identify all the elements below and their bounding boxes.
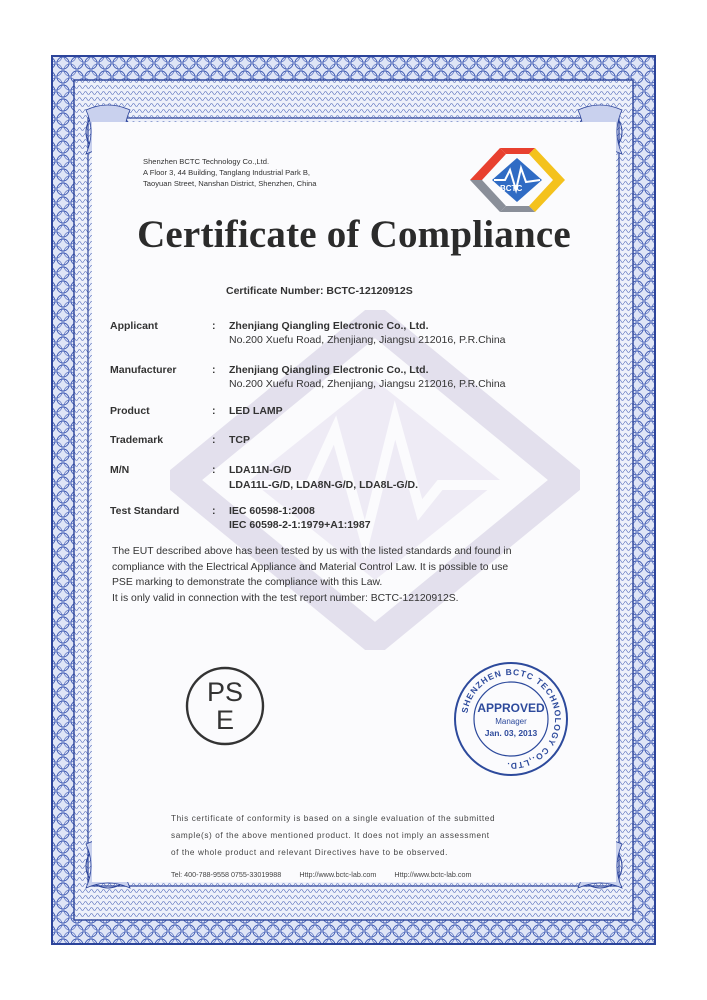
trademark-colon: :	[212, 434, 216, 446]
manufacturer-label: Manufacturer	[110, 364, 177, 376]
footer-disclaimer	[171, 810, 495, 861]
approval-stamp	[452, 660, 570, 778]
test-standard-line1: IEC 60598-1:2008	[229, 505, 315, 517]
model-line1: LDA11N-G/D	[229, 464, 292, 476]
statement-line1: The EUT described above has been tested by us with the listed standards and found in	[112, 546, 512, 557]
certificate-number: Certificate Number: BCTC-12120912S	[226, 285, 413, 297]
issuer-block	[143, 156, 317, 189]
footer-line3: of the whole product and relevant Directives have to be observed.	[171, 848, 449, 857]
statement-line4: It is only valid in connection with the test report number: BCTC-12120912S.	[112, 592, 459, 604]
footer-web1[interactable]: Http://www.bctc-lab.com	[299, 870, 377, 879]
footer-line1: This certificate of conformity is based on a single evaluation of the submitted	[171, 814, 496, 823]
test-standard-label: Test Standard	[110, 505, 180, 517]
issuer-name: Shenzhen BCTC Technology Co.,Ltd.	[143, 157, 270, 166]
footer-web2[interactable]: Http://www.bctc-lab.com	[394, 870, 472, 879]
model-colon: :	[212, 464, 216, 476]
applicant-colon: :	[212, 320, 216, 332]
stamp-ring-text: SHENZHEN BCTC TECHNOLOGY CO.,LTD.	[459, 666, 564, 772]
statement-line2: compliance with the Electrical Appliance and Material Control Law. It is possible to use	[112, 561, 509, 573]
pse-mark-bottom: E	[215, 705, 235, 735]
product-label: Product	[110, 405, 150, 417]
stamp-status: APPROVED	[477, 701, 545, 715]
issuer-address-line2: Taoyuan Street, Nanshan District, Shenzhen, China	[143, 179, 317, 188]
pse-mark-top: PS	[206, 677, 244, 707]
footer-line2: sample(s) of the above mentioned product. It does not imply an assessment	[171, 831, 490, 840]
model-line2: LDA11L-G/D, LDA8N-G/D, LDA8L-G/D.	[229, 479, 419, 491]
test-standard-line2: IEC 60598-2-1:1979+A1:1987	[229, 519, 371, 531]
applicant-address: No.200 Xuefu Road, Zhenjiang, Jiangsu 212016, P.R.China	[229, 334, 506, 346]
applicant-name: Zhenjiang Qiangling Electronic Co., Ltd.	[229, 320, 429, 332]
model-label: M/N	[110, 464, 130, 476]
trademark-label: Trademark	[110, 434, 164, 446]
manufacturer-colon: :	[212, 364, 216, 376]
trademark-value: TCP	[229, 434, 250, 446]
footer-contact	[171, 870, 488, 879]
pse-mark	[184, 665, 266, 747]
stamp-date: Jan. 03, 2013	[484, 728, 538, 738]
stamp-role: Manager	[495, 717, 527, 726]
certificate-title: Certificate of Compliance	[137, 213, 571, 256]
applicant-label: Applicant	[110, 320, 158, 332]
statement-line3: PSE marking to demonstrate the compliance with this Law.	[112, 577, 383, 588]
test-standard-colon: :	[212, 505, 216, 517]
issuer-address-line1: A Floor 3, 44 Building, Tanglang Industrial Park B,	[143, 168, 311, 177]
footer-tel: Tel: 400-788-9558 0755-33019988	[171, 870, 282, 879]
product-colon: :	[212, 405, 216, 417]
manufacturer-address: No.200 Xuefu Road, Zhenjiang, Jiangsu 212016, P.R.China	[229, 378, 506, 390]
product-value: LED LAMP	[229, 405, 283, 417]
manufacturer-name: Zhenjiang Qiangling Electronic Co., Ltd.	[229, 364, 429, 376]
compliance-statement	[112, 544, 622, 606]
bctc-logo-text: BCTC	[500, 184, 523, 193]
